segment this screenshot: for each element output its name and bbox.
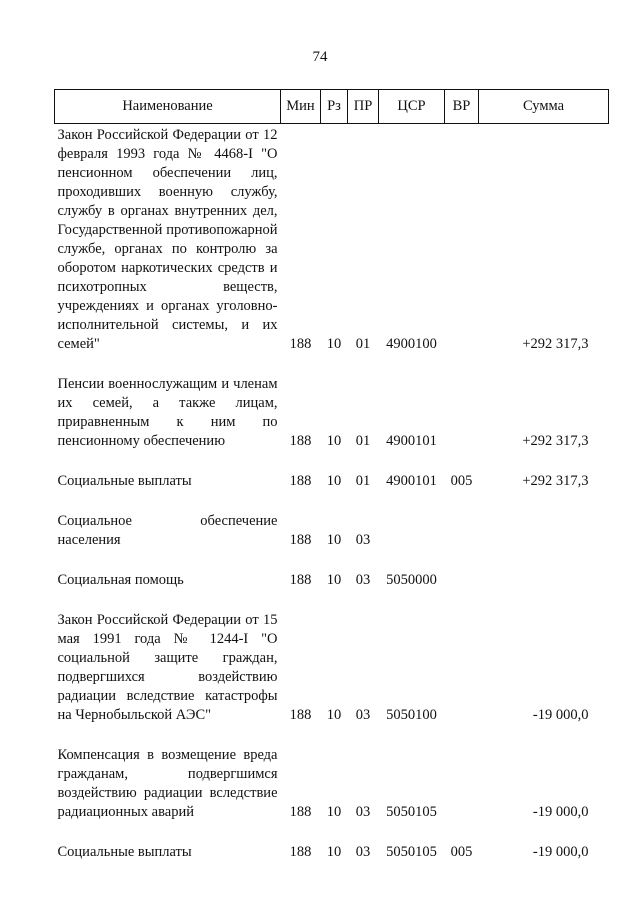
row-csr: 5050000 (386, 572, 437, 588)
row-vr (445, 746, 479, 843)
row-pr: 03 (355, 707, 371, 723)
table-row (55, 571, 609, 611)
row-min: 188 (289, 336, 312, 352)
row-csr (379, 512, 445, 571)
row-vr (445, 124, 479, 376)
row-csr: 4900101 (386, 473, 437, 489)
row-rz: 10 (326, 804, 342, 820)
row-rz: 10 (326, 532, 342, 548)
row-csr: 4900100 (386, 336, 437, 352)
row-pr: 03 (355, 844, 371, 860)
header-name: Наименование (55, 90, 281, 124)
row-pr: 03 (355, 572, 371, 588)
row-name: Социальные выплаты (57, 473, 192, 489)
row-rz: 10 (326, 433, 342, 449)
row-sum: -19 000,0 (532, 844, 589, 860)
table-row (55, 124, 609, 376)
row-name: Пенсии военнослужащим и членам их семей, а также лицам, приравненным к ним по пенсионному обеспечению (57, 376, 278, 449)
row-sum (479, 571, 609, 611)
row-sum (479, 512, 609, 571)
row-min: 188 (289, 804, 312, 820)
table-row (55, 843, 609, 862)
row-vr: 005 (450, 473, 473, 489)
row-rz: 10 (326, 844, 342, 860)
row-min: 188 (289, 473, 312, 489)
row-sum: +292 317,3 (522, 336, 589, 352)
header-vr: ВР (445, 90, 479, 124)
header-rz: Рз (321, 90, 348, 124)
row-pr: 01 (355, 473, 371, 489)
row-pr: 03 (355, 804, 371, 820)
row-csr: 5050105 (386, 844, 437, 860)
row-csr: 5050100 (386, 707, 437, 723)
row-vr (445, 512, 479, 571)
budget-table (54, 89, 609, 862)
row-name: Социальное обеспечение населения (57, 513, 278, 548)
row-pr: 01 (355, 336, 371, 352)
table-header-row (55, 90, 609, 124)
table-row (55, 611, 609, 746)
row-min: 188 (289, 844, 312, 860)
row-rz: 10 (326, 473, 342, 489)
row-min: 188 (289, 707, 312, 723)
page-number: 74 (312, 49, 328, 65)
row-csr: 4900101 (386, 433, 437, 449)
row-min: 188 (289, 433, 312, 449)
row-min: 188 (289, 572, 312, 588)
row-rz: 10 (326, 707, 342, 723)
row-name: Социальные выплаты (57, 844, 192, 860)
row-pr: 01 (355, 433, 371, 449)
row-vr: 005 (450, 844, 473, 860)
table-row (55, 512, 609, 571)
row-min: 188 (289, 532, 312, 548)
row-rz: 10 (326, 336, 342, 352)
header-sum: Сумма (479, 90, 609, 124)
header-csr: ЦСР (379, 90, 445, 124)
row-csr: 5050105 (386, 804, 437, 820)
row-name: Закон Российской Федерации от 15 мая 1991 года № 1244-I "О социальной защите граждан, подвергшихся воздействию радиации вследствие катастрофы на Чернобыльской АЭС" (57, 612, 278, 723)
row-sum: -19 000,0 (532, 804, 589, 820)
row-sum: -19 000,0 (532, 707, 589, 723)
row-name: Закон Российской Федерации от 12 февраля 1993 года № 4468-I "О пенсионном обеспечении лиц, проходивших военную службу, службу в органах внутренних дел, Государственной противопожарной службе, органах по контролю за оборотом наркотических средств и психотропных веществ, учреждениях и органах уголовно-исполнительной системы, и их семей" (57, 127, 278, 352)
table-row (55, 746, 609, 843)
row-vr (445, 571, 479, 611)
header-min: Мин (281, 90, 321, 124)
row-vr (445, 611, 479, 746)
row-name: Компенсация в возмещение вреда гражданам, подвергшимся воздействию радиации вследствие радиационных аварий (57, 747, 278, 820)
header-pr: ПР (348, 90, 379, 124)
row-vr (445, 375, 479, 472)
row-pr: 03 (355, 532, 371, 548)
table-row (55, 472, 609, 512)
row-sum: +292 317,3 (522, 473, 589, 489)
row-sum: +292 317,3 (522, 433, 589, 449)
row-rz: 10 (326, 572, 342, 588)
table-row (55, 375, 609, 472)
row-name: Социальная помощь (57, 572, 184, 588)
